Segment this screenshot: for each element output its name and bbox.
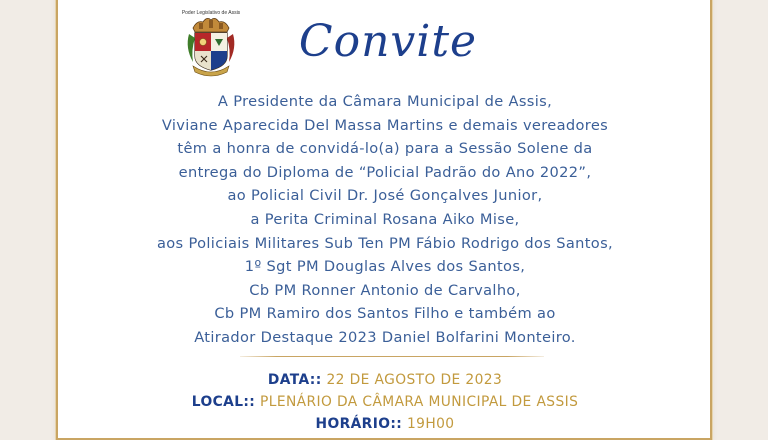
- body-line: Atirador Destaque 2023 Daniel Bolfarini Monteiro.: [194, 328, 576, 346]
- date-row: [80, 369, 690, 391]
- event-details: [80, 369, 690, 435]
- gold-divider: [240, 356, 544, 357]
- body-line: A Presidente da Câmara Municipal de Assis,: [217, 93, 553, 110]
- time-value: 19H00: [407, 416, 455, 432]
- coat-of-arms-icon: [181, 6, 241, 78]
- emblem-motto: Poder Legislativo de Assis: [181, 10, 241, 16]
- local-label: LOCAL::: [191, 394, 256, 410]
- local-row: [80, 391, 690, 413]
- date-label: DATA::: [267, 372, 322, 388]
- body-line: Cb PM Ronner Antonio de Carvalho,: [249, 281, 521, 299]
- body-line: ao Policial Civil Dr. José Gonçalves Junior,: [227, 187, 543, 205]
- invitation-body: [80, 90, 690, 350]
- body-line: Viviane Aparecida Del Massa Martins e demais vereadores: [161, 116, 609, 134]
- time-label: HORÁRIO::: [315, 416, 403, 432]
- body-line: entrega do Diploma de “Policial Padrão do Ano 2022”,: [178, 163, 592, 181]
- body-line: aos Policiais Militares Sub Ten PM Fábio Rodrigo dos Santos,: [156, 234, 614, 252]
- local-value: PLENÁRIO DA CÂMARA MUNICIPAL DE ASSIS: [260, 394, 579, 410]
- body-line: têm a honra de convidá-lo(a) para a Sessão Solene da: [177, 140, 593, 158]
- body-line: 1º Sgt PM Douglas Alves dos Santos,: [244, 258, 526, 276]
- date-value: 22 DE AGOSTO DE 2023: [326, 372, 503, 388]
- body-line: Cb PM Ramiro dos Santos Filho e também ao: [214, 305, 556, 323]
- invitation-title: Convite: [298, 16, 478, 67]
- coat-of-arms: [181, 6, 241, 78]
- body-line: a Perita Criminal Rosana Aiko Mise,: [250, 210, 520, 228]
